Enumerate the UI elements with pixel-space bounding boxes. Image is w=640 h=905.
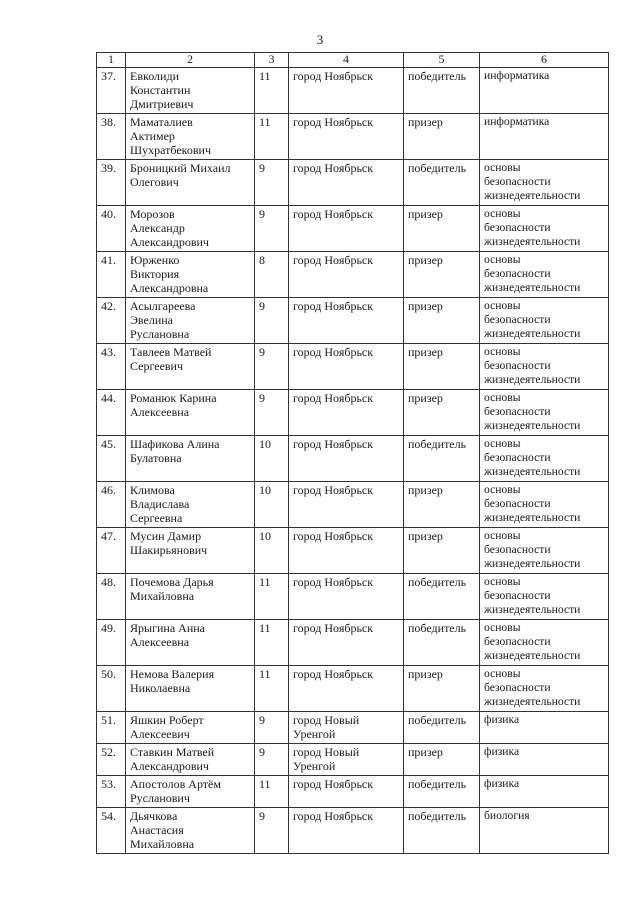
city-cell [289, 436, 404, 482]
row-number-cell: 52. [97, 744, 126, 776]
table-row [97, 390, 609, 436]
status-cell: призер [404, 744, 480, 776]
subject-cell [480, 344, 609, 390]
table-row [97, 666, 609, 712]
table-row [97, 482, 609, 528]
participant-name-line: Ставкин Матвей [130, 745, 215, 759]
participant-name-cell [126, 528, 255, 574]
table-row [97, 114, 609, 160]
city-cell [289, 666, 404, 712]
row-number-cell: 45. [97, 436, 126, 482]
column-number-row [97, 53, 609, 68]
participant-name-cell [126, 620, 255, 666]
participant-name-line: Почемова Дарья [130, 575, 214, 589]
subject-line: основы [484, 299, 521, 312]
city-line: город Ноябрьск [293, 69, 374, 83]
participant-name-line: Булатовна [130, 451, 182, 465]
participant-name-line: Руслановна [130, 327, 190, 341]
city-line: город Ноябрьск [293, 483, 374, 497]
status-cell: призер [404, 114, 480, 160]
subject-line: безопасности [484, 175, 551, 188]
row-number-cell: 41. [97, 252, 126, 298]
participant-name-line: Олегович [130, 175, 179, 189]
city-line: город Ноябрьск [293, 299, 374, 313]
subject-cell [480, 114, 609, 160]
participant-name-line: Тавлеев Матвей [130, 345, 212, 359]
participant-name-line: Константин [130, 83, 191, 97]
row-number-cell: 43. [97, 344, 126, 390]
participant-name-line: Александровна [130, 281, 209, 295]
subject-cell [480, 252, 609, 298]
subject-cell [480, 620, 609, 666]
subject-line: безопасности [484, 267, 551, 280]
participant-name-line: Немова Валерия [130, 667, 215, 681]
city-cell [289, 482, 404, 528]
subject-cell [480, 574, 609, 620]
participant-name-cell [126, 666, 255, 712]
grade-cell: 9 [255, 390, 289, 436]
participant-name-line: Сергеевна [130, 511, 183, 525]
status-cell: призер [404, 482, 480, 528]
participant-name-line: Мусин Дамир [130, 529, 202, 543]
grade-cell: 9 [255, 206, 289, 252]
results-table-body [97, 53, 609, 854]
grade-cell: 11 [255, 114, 289, 160]
subject-line: физика [484, 745, 520, 758]
row-number-cell: 42. [97, 298, 126, 344]
grade-cell: 9 [255, 744, 289, 776]
subject-cell [480, 298, 609, 344]
subject-line: информатика [484, 115, 550, 128]
participant-name-line: Михайловна [130, 589, 195, 603]
grade-cell: 11 [255, 776, 289, 808]
table-row [97, 252, 609, 298]
subject-line: безопасности [484, 635, 551, 648]
subject-line: жизнедеятельности [484, 695, 581, 708]
participant-name-line: Маматалиев [130, 115, 193, 129]
grade-cell: 11 [255, 620, 289, 666]
row-number-cell: 51. [97, 712, 126, 744]
participant-name-cell [126, 68, 255, 114]
row-number-cell: 37. [97, 68, 126, 114]
city-cell [289, 114, 404, 160]
participant-name-line: Русланович [130, 791, 190, 805]
city-line: город Ноябрьск [293, 621, 374, 635]
subject-line: безопасности [484, 497, 551, 510]
subject-line: жизнедеятельности [484, 465, 581, 478]
participant-name-line: Евколиди [130, 69, 179, 83]
participant-name-line: Актимер [130, 129, 175, 143]
city-cell [289, 574, 404, 620]
subject-line: жизнедеятельности [484, 189, 581, 202]
subject-line: жизнедеятельности [484, 235, 581, 248]
status-cell: призер [404, 666, 480, 712]
subject-line: основы [484, 345, 521, 358]
status-cell: победитель [404, 574, 480, 620]
participant-name-cell [126, 808, 255, 854]
subject-line: биология [484, 809, 530, 822]
subject-line: основы [484, 667, 521, 680]
table-row [97, 436, 609, 482]
city-cell [289, 776, 404, 808]
grade-cell: 9 [255, 712, 289, 744]
row-number-cell: 49. [97, 620, 126, 666]
city-line: город Ноябрьск [293, 529, 374, 543]
participant-name-line: Николаевна [130, 681, 191, 695]
subject-line: жизнедеятельности [484, 327, 581, 340]
participant-name-line: Виктория [130, 267, 180, 281]
subject-line: основы [484, 483, 521, 496]
participant-name-line: Юрженко [130, 253, 180, 267]
subject-line: основы [484, 529, 521, 542]
participant-name-line: Апостолов Артём [130, 777, 221, 791]
city-cell [289, 344, 404, 390]
city-line: город Ноябрьск [293, 345, 374, 359]
participant-name-line: Броницкий Михаил [130, 161, 231, 175]
status-cell: победитель [404, 620, 480, 666]
participant-name-line: Александр [130, 221, 185, 235]
city-cell [289, 390, 404, 436]
table-row [97, 298, 609, 344]
results-table [96, 52, 609, 854]
status-cell: призер [404, 206, 480, 252]
status-cell: победитель [404, 68, 480, 114]
column-number: 2 [126, 53, 255, 68]
subject-line: основы [484, 161, 521, 174]
grade-cell: 9 [255, 298, 289, 344]
subject-line: безопасности [484, 313, 551, 326]
participant-name-cell [126, 344, 255, 390]
subject-line: основы [484, 621, 521, 634]
subject-line: основы [484, 437, 521, 450]
participant-name-cell [126, 298, 255, 344]
table-row [97, 68, 609, 114]
table-row [97, 574, 609, 620]
table-row [97, 808, 609, 854]
city-cell [289, 712, 404, 744]
subject-line: жизнедеятельности [484, 419, 581, 432]
city-cell [289, 206, 404, 252]
table-row [97, 744, 609, 776]
subject-cell [480, 160, 609, 206]
subject-line: жизнедеятельности [484, 603, 581, 616]
participant-name-line: Яшкин Роберт [130, 713, 204, 727]
subject-line: основы [484, 575, 521, 588]
status-cell: призер [404, 344, 480, 390]
row-number-cell: 44. [97, 390, 126, 436]
subject-cell [480, 712, 609, 744]
subject-line: жизнедеятельности [484, 649, 581, 662]
status-cell: призер [404, 298, 480, 344]
column-number: 1 [97, 53, 126, 68]
subject-cell [480, 206, 609, 252]
subject-line: безопасности [484, 543, 551, 556]
column-number: 6 [480, 53, 609, 68]
column-number: 5 [404, 53, 480, 68]
participant-name-line: Алексеевна [130, 405, 190, 419]
row-number-cell: 53. [97, 776, 126, 808]
row-number-cell: 38. [97, 114, 126, 160]
grade-cell: 10 [255, 436, 289, 482]
status-cell: призер [404, 252, 480, 298]
participant-name-cell [126, 744, 255, 776]
subject-line: безопасности [484, 359, 551, 372]
table-row [97, 206, 609, 252]
status-cell: победитель [404, 712, 480, 744]
subject-cell [480, 482, 609, 528]
subject-line: основы [484, 253, 521, 266]
table-row [97, 776, 609, 808]
participant-name-cell [126, 160, 255, 206]
city-cell [289, 620, 404, 666]
page-number: 3 [316, 32, 324, 47]
subject-line: основы [484, 391, 521, 404]
city-line: город Ноябрьск [293, 809, 374, 823]
subject-cell [480, 666, 609, 712]
row-number-cell: 50. [97, 666, 126, 712]
grade-cell: 11 [255, 68, 289, 114]
participant-name-line: Климова [130, 483, 175, 497]
subject-line: основы [484, 207, 521, 220]
city-line: Уренгой [293, 727, 336, 741]
table-row [97, 712, 609, 744]
status-cell: призер [404, 528, 480, 574]
participant-name-cell [126, 206, 255, 252]
subject-cell [480, 68, 609, 114]
participant-name-line: Шафикова Алина [130, 437, 220, 451]
participant-name-cell [126, 574, 255, 620]
participant-name-line: Владислава [130, 497, 190, 511]
subject-line: безопасности [484, 589, 551, 602]
subject-line: жизнедеятельности [484, 557, 581, 570]
participant-name-line: Асылгареева [130, 299, 196, 313]
subject-line: жизнедеятельности [484, 373, 581, 386]
participant-name-line: Анастасия [130, 823, 184, 837]
city-line: город Ноябрьск [293, 161, 374, 175]
city-cell [289, 808, 404, 854]
row-number-cell: 47. [97, 528, 126, 574]
subject-line: безопасности [484, 221, 551, 234]
city-line: город Ноябрьск [293, 207, 374, 221]
city-line: город Новый [293, 745, 360, 759]
table-row [97, 344, 609, 390]
subject-cell [480, 776, 609, 808]
participant-name-cell [126, 114, 255, 160]
subject-line: жизнедеятельности [484, 511, 581, 524]
participant-name-line: Романюк Карина [130, 391, 217, 405]
column-number: 3 [255, 53, 289, 68]
grade-cell: 11 [255, 666, 289, 712]
participant-name-cell [126, 390, 255, 436]
participant-name-line: Шакирьянович [130, 543, 208, 557]
participant-name-cell [126, 252, 255, 298]
grade-cell: 10 [255, 482, 289, 528]
participant-name-cell [126, 436, 255, 482]
grade-cell: 9 [255, 808, 289, 854]
row-number-cell: 48. [97, 574, 126, 620]
city-line: город Ноябрьск [293, 777, 374, 791]
participant-name-line: Алексеевич [130, 727, 190, 741]
city-line: город Ноябрьск [293, 667, 374, 681]
row-number-cell: 54. [97, 808, 126, 854]
subject-cell [480, 528, 609, 574]
city-line: город Ноябрьск [293, 575, 374, 589]
participant-name-line: Дмитриевич [130, 97, 194, 111]
table-row [97, 620, 609, 666]
grade-cell: 8 [255, 252, 289, 298]
status-cell: победитель [404, 160, 480, 206]
city-cell [289, 744, 404, 776]
subject-cell [480, 436, 609, 482]
subject-line: физика [484, 713, 520, 726]
grade-cell: 11 [255, 574, 289, 620]
status-cell: призер [404, 390, 480, 436]
city-line: город Ноябрьск [293, 253, 374, 267]
participant-name-line: Михайловна [130, 837, 195, 851]
participant-name-cell [126, 712, 255, 744]
participant-name-line: Эвелина [130, 313, 174, 327]
city-line: город Новый [293, 713, 360, 727]
city-cell [289, 528, 404, 574]
row-number-cell: 46. [97, 482, 126, 528]
participant-name-line: Ярыгина Анна [130, 621, 205, 635]
subject-line: жизнедеятельности [484, 281, 581, 294]
city-cell [289, 298, 404, 344]
subject-line: безопасности [484, 681, 551, 694]
subject-cell [480, 390, 609, 436]
city-cell [289, 68, 404, 114]
row-number-cell: 39. [97, 160, 126, 206]
status-cell: победитель [404, 436, 480, 482]
row-number-cell: 40. [97, 206, 126, 252]
table-row [97, 528, 609, 574]
participant-name-cell [126, 776, 255, 808]
table-row [97, 160, 609, 206]
city-cell [289, 160, 404, 206]
subject-line: информатика [484, 69, 550, 82]
city-line: город Ноябрьск [293, 391, 374, 405]
column-number: 4 [289, 53, 404, 68]
participant-name-line: Шухратбекович [130, 143, 211, 157]
participant-name-line: Александрович [130, 759, 209, 773]
city-cell [289, 252, 404, 298]
participant-name-line: Сергеевич [130, 359, 184, 373]
subject-cell [480, 808, 609, 854]
grade-cell: 9 [255, 160, 289, 206]
grade-cell: 9 [255, 344, 289, 390]
subject-line: безопасности [484, 405, 551, 418]
city-line: город Ноябрьск [293, 115, 374, 129]
participant-name-line: Дьячкова [130, 809, 178, 823]
participant-name-line: Александрович [130, 235, 209, 249]
status-cell: победитель [404, 776, 480, 808]
subject-line: физика [484, 777, 520, 790]
participant-name-line: Морозов [130, 207, 175, 221]
participant-name-line: Алексеевна [130, 635, 190, 649]
city-line: город Ноябрьск [293, 437, 374, 451]
subject-cell [480, 744, 609, 776]
participant-name-cell [126, 482, 255, 528]
city-line: Уренгой [293, 759, 336, 773]
subject-line: безопасности [484, 451, 551, 464]
grade-cell: 10 [255, 528, 289, 574]
status-cell: победитель [404, 808, 480, 854]
